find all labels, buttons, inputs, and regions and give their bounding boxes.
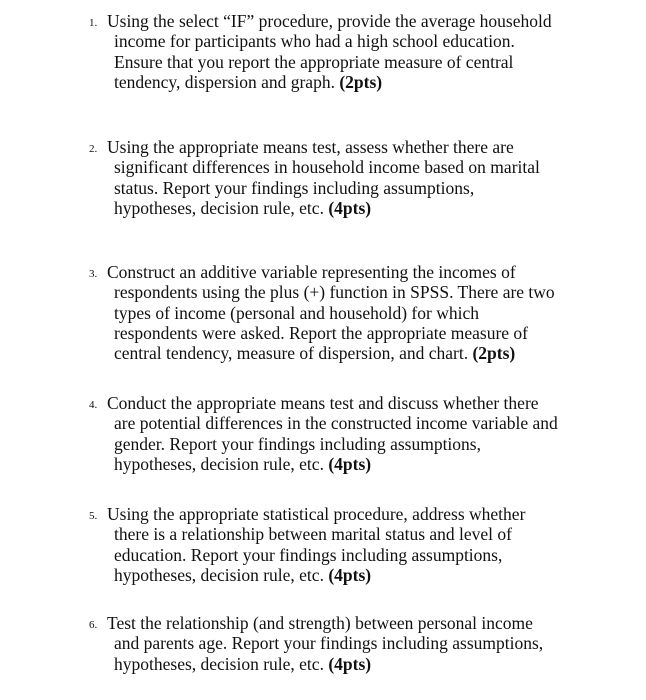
question-line: there is a relationship between marital status and level of xyxy=(114,524,512,545)
points-label: (2pts) xyxy=(339,71,383,92)
question-last-line xyxy=(89,343,609,363)
points-label: (4pts) xyxy=(328,564,372,585)
question-5 xyxy=(89,504,609,585)
question-line: Conduct the appropriate means test and discuss whether there xyxy=(107,393,539,413)
question-line: respondents were asked. Report the appropriate measure of xyxy=(114,322,529,343)
question-line: are potential differences in the constructed income variable and xyxy=(114,413,558,434)
question-line: Using the appropriate statistical procedure, address whether xyxy=(107,504,526,524)
question-line-text: hypotheses, decision rule, etc. xyxy=(114,197,324,218)
question-line: education. Report your findings including assumptions, xyxy=(114,544,503,565)
question-number: 4. xyxy=(89,399,98,411)
question-last-line xyxy=(89,454,609,474)
question-6 xyxy=(89,613,609,674)
question-last-line xyxy=(89,654,609,674)
question-number: 5. xyxy=(89,510,98,522)
question-line: income for participants who had a high school education. xyxy=(114,31,515,52)
question-line-text: hypotheses, decision rule, etc. xyxy=(114,453,324,474)
question-last-line xyxy=(89,198,609,218)
question-line: Test the relationship (and strength) between personal income xyxy=(107,613,533,633)
question-number: 6. xyxy=(89,619,98,631)
question-4 xyxy=(89,393,609,474)
question-number: 1. xyxy=(89,17,98,29)
question-line-text: hypotheses, decision rule, etc. xyxy=(114,653,324,674)
question-line-text: central tendency, measure of dispersion, and chart. xyxy=(114,343,469,364)
question-line: types of income (personal and household) for which xyxy=(114,302,479,323)
points-label: (4pts) xyxy=(328,197,372,218)
question-number: 2. xyxy=(89,143,98,155)
question-line: status. Report your findings including assumptions, xyxy=(114,177,475,198)
question-last-line xyxy=(89,565,609,585)
question-1 xyxy=(89,11,609,92)
question-line: significant differences in household income based on marital xyxy=(114,157,540,178)
points-label: (4pts) xyxy=(328,653,372,674)
points-label: (2pts) xyxy=(472,343,516,364)
question-3 xyxy=(89,262,609,363)
question-line: Construct an additive variable representing the incomes of xyxy=(107,262,516,282)
question-line-text: hypotheses, decision rule, etc. xyxy=(114,564,324,585)
question-line: and parents age. Report your findings including assumptions, xyxy=(114,633,544,654)
question-2 xyxy=(89,137,609,218)
question-line: respondents using the plus (+) function in SPSS. There are two xyxy=(114,282,555,303)
question-line: Using the appropriate means test, assess whether there are xyxy=(107,137,514,157)
points-label: (4pts) xyxy=(328,453,372,474)
question-line-text: tendency, dispersion and graph. xyxy=(114,71,335,92)
question-number: 3. xyxy=(89,268,98,280)
question-line: gender. Report your findings including assumptions, xyxy=(114,433,481,454)
question-last-line xyxy=(89,72,609,92)
question-line: Ensure that you report the appropriate measure of central xyxy=(114,51,514,72)
question-line: Using the select “IF” procedure, provide the average household xyxy=(107,11,552,31)
